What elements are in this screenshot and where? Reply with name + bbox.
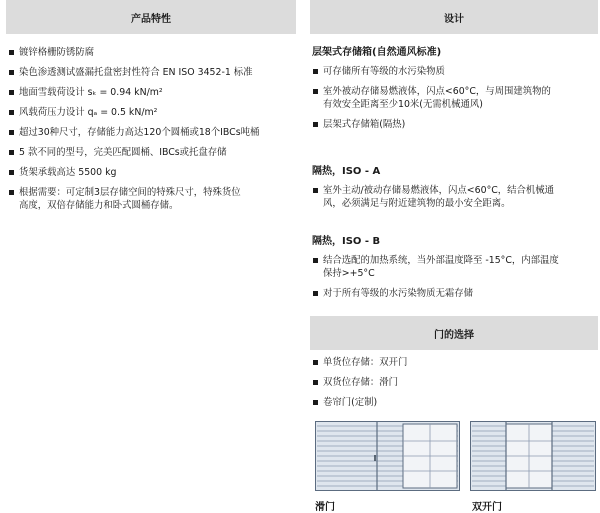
list-item: 超过30种尺寸，存储能力高达120个圆桶或18个IBCs吨桶	[6, 126, 296, 139]
design-section-iso-a	[310, 162, 598, 217]
list-item: 可存储所有等级的水污染物质	[310, 65, 598, 78]
section-title: 隔热，ISO - B	[312, 236, 381, 247]
list-item: 镀锌格栅防锈防腐	[6, 46, 296, 59]
list-item: 风载荷压力设计 qₐ = 0.5 kN/m²	[6, 106, 296, 119]
list-item: 地面雪载荷设计 sₖ = 0.94 kN/m²	[6, 86, 296, 99]
list-item: 结合选配的加热系统，当外部温度降至 -15°C，内部温度 保持>+5°C	[310, 254, 598, 280]
product-features-header: 产品特性	[6, 0, 296, 34]
sliding-door-illustration	[315, 421, 460, 491]
product-features-list	[6, 46, 296, 212]
list-item: 根据需要：可定制3层存储空间的特殊尺寸，特殊货位 高度，双倍存储能力和卧式圆桶存储。	[6, 186, 296, 212]
design-section-iso-b	[310, 232, 598, 307]
list-item: 5 款不同的型号，完美匹配圆桶、IBCs或托盘存储	[6, 146, 296, 159]
list-item: 对于所有等级的水污染物质无霜存储	[310, 287, 598, 300]
section-title: 层架式存储箱(自然通风标准)	[312, 47, 442, 58]
list-item: 单货位存储：双开门	[310, 356, 598, 369]
design-section-standard	[310, 43, 598, 138]
list-item: 室外主动/被动存储易燃液体，闪点<60°C，结合机械通 风，必须满足与附近建筑物的最小安全距离。	[310, 184, 598, 210]
sliding-door-caption: 滑门	[315, 502, 335, 513]
design-header: 设计	[310, 0, 598, 34]
list-item: 双货位存储：滑门	[310, 376, 598, 389]
product-features-column	[6, 0, 296, 219]
list-item: 染色渗透测试盛漏托盘密封性符合 EN ISO 3452-1 标准	[6, 66, 296, 79]
list-item: 货架承载高达 5500 kg	[6, 166, 296, 179]
list-item: 层架式存储箱(隔热)	[310, 118, 598, 131]
list-item: 室外被动存储易燃液体，闪点<60°C，与周围建筑物的 有效安全距离至少10米(无需机械通风)	[310, 85, 598, 111]
design-column	[310, 0, 598, 513]
door-options	[310, 356, 598, 416]
double-door-illustration	[470, 421, 596, 491]
list-item: 卷帘门(定制)	[310, 396, 598, 409]
double-door-caption: 双开门	[472, 502, 502, 513]
section-title: 隔热，ISO - A	[312, 166, 381, 177]
door-options-header: 门的选择	[310, 316, 598, 350]
